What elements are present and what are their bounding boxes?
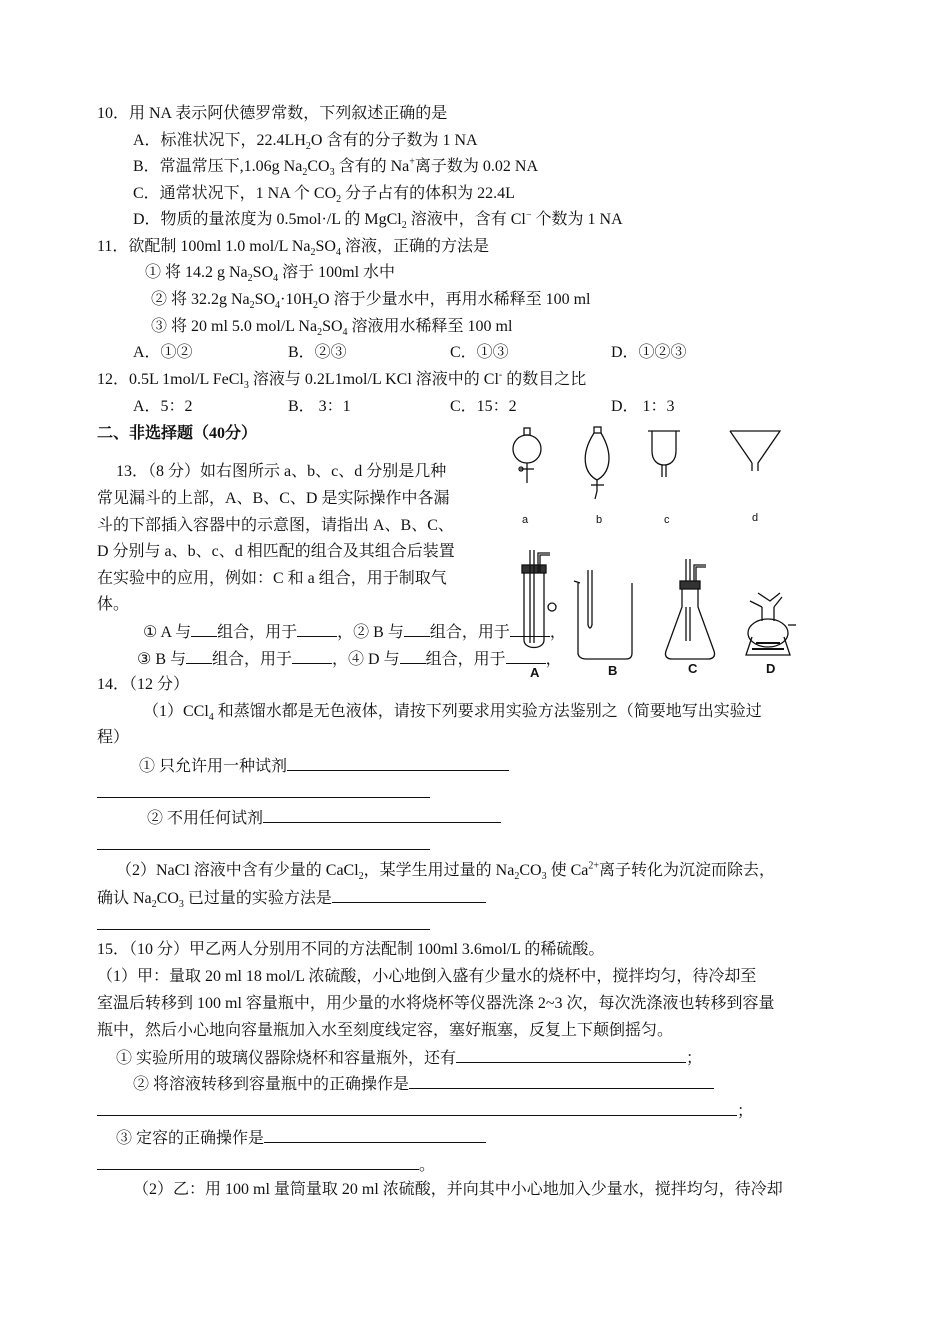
q13-line-5: 在实验中的应用，例如：C 和 a 组合，用于制取气 — [97, 570, 447, 587]
answer-blank[interactable] — [404, 622, 430, 637]
answer-blank[interactable] — [292, 649, 332, 664]
funnel-apparatus-figure — [500, 425, 800, 685]
q10-option-c: C．通常状况下，1 NA 个 $CO_2$ 分子占有的体积为 22.4L — [133, 185, 515, 206]
q15-part-1-line-3: 瓶中，然后小心地向容量瓶加入水至刻度线定容，塞好瓶塞，反复上下颠倒摇匀。 — [97, 1022, 674, 1039]
answer-blank[interactable] — [97, 1155, 419, 1170]
q11-option-c: C．①③ — [450, 344, 509, 361]
answer-blank[interactable] — [264, 1128, 486, 1143]
q13-line-4: D 分别与 a、b、c、d 相匹配的组合及其组合后装置 — [97, 543, 455, 560]
q13-line-3: 斗的下部插入容器中的示意图，请指出 A、B、C、 — [97, 517, 454, 534]
funnel-c-icon — [648, 431, 680, 477]
apparatus-b-icon — [574, 570, 632, 659]
apparatus-label-a: A — [530, 665, 540, 680]
answer-blank[interactable] — [263, 808, 501, 823]
q11-option-a: A．①② — [133, 344, 193, 361]
q11-item-3: ③ 将 20 ml 5.0 mol/L $Na_2SO_4$ 溶液用水稀释至 100 ml — [151, 318, 513, 339]
apparatus-c-icon — [665, 559, 714, 659]
funnel-label-b: b — [596, 514, 603, 526]
funnel-label-d: d — [752, 512, 759, 524]
apparatus-label-b: B — [608, 663, 618, 678]
funnel-a-icon — [513, 428, 541, 483]
q13-blanks-row-1: ① A 与 组合，用于 ，② B 与 组合，用于 ， — [143, 624, 566, 641]
q10-option-a: A．标准状况下，$22.4LH_2O$ 含有的分子数为 1 NA — [133, 132, 478, 153]
q14-part-1: （1）CCl$_4$ 和蒸馏水都是无色液体，请按下列要求用实验方法鉴别之（简要地写出实验过 — [143, 703, 762, 724]
q12-option-b: B． 3：1 — [288, 398, 351, 415]
q13-line-6: 体。 — [97, 596, 130, 613]
funnel-b-icon — [585, 427, 609, 499]
q11-option-d: D．①②③ — [611, 344, 687, 361]
q11-stem: 11．欲配制 100ml 1.0 mol/L $Na_2SO_4$ 溶液，正确的方法是 — [97, 238, 489, 259]
apparatus-label-c: C — [688, 661, 698, 676]
q15-part-1-line-2: 室温后转移到 100 ml 容量瓶中，用少量的水将烧杯等仪器洗涤 2~3 次，每次洗涤液也转移到容量 — [97, 995, 775, 1012]
answer-line[interactable] — [97, 849, 430, 850]
q13-blanks-row-2: ③ B 与 组合，用于 ，④ D 与 组合，用于 ， — [137, 651, 562, 668]
q15-item-2-cont: ； — [97, 1101, 753, 1122]
q15-part-1-line-1: （1）甲：量取 20 ml 18 mol/L 浓硫酸，小心地倒入盛有少量水的烧杯中，搅拌均匀，待冷却至 — [97, 968, 757, 985]
funnel-label-a: a — [522, 514, 529, 526]
answer-blank[interactable] — [287, 756, 509, 771]
answer-line[interactable] — [97, 929, 430, 930]
q10-option-b: B．常温常压下,1.06g $Na_2CO_3$ 含有的 Na+离子数为 0.02 NA — [133, 156, 539, 179]
answer-blank[interactable] — [332, 888, 486, 903]
q14-part-1-cont: 程） — [97, 729, 130, 746]
q13-line-1: 13．（8 分）如右图所示 a、b、c、d 分别是几种 — [116, 463, 447, 480]
section-heading: 二、非选择题（40分） — [97, 425, 258, 442]
answer-line[interactable] — [97, 797, 430, 798]
q15-stem: 15．（10 分）甲乙两人分别用不同的方法配制 100ml 3.6mol/L 的稀硫酸。 — [97, 941, 605, 958]
funnel-label-c: c — [664, 514, 670, 526]
answer-blank[interactable] — [456, 1048, 686, 1063]
q11-item-1: ① 将 14.2 g $Na_2SO_4$ 溶于 100ml 水中 — [145, 264, 396, 285]
q13-line-2: 常见漏斗的上部，A、B、C、D 是实际操作中各漏 — [97, 490, 450, 507]
q12-option-c: C．15：2 — [450, 398, 517, 415]
q10-option-d: D．物质的量浓度为 0.5mol·/L 的 MgCl$_2$ 溶液中，含有 Cl− 个数为 1 NA — [133, 209, 623, 232]
q15-item-3: ③ 定容的正确操作是 — [116, 1128, 486, 1149]
q12-stem: 12．0.5L 1mol/L FeCl$_3$ 溶液与 0.2L1mol/L KCl 溶液中的 Cl- 的数目之比 — [97, 369, 587, 392]
q15-item-1: ① 实验所用的玻璃仪器除烧杯和容量瓶外，还有 ； — [116, 1050, 703, 1067]
q11-item-2: ② 将 32.2g $Na_2SO_4\cdot 10H_2O$ 溶于少量水中，再用水稀释至 100 ml — [151, 291, 591, 312]
q14-item-2: ② 不用任何试剂 — [147, 808, 501, 829]
apparatus-d-icon — [746, 593, 796, 655]
q15-item-3-cont: 。 — [97, 1155, 435, 1176]
answer-blank[interactable] — [186, 649, 212, 664]
funnel-d-icon — [730, 431, 780, 471]
apparatus-label-d: D — [766, 661, 776, 676]
answer-blank[interactable] — [191, 622, 217, 637]
q10-stem: 10．用 NA 表示阿伏德罗常数，下列叙述正确的是 — [97, 105, 448, 122]
q15-item-2: ② 将溶液转移到容量瓶中的正确操作是 — [133, 1074, 714, 1095]
q12-option-a: A．5：2 — [133, 398, 193, 415]
q14-item-1: ① 只允许用一种试剂 — [139, 756, 509, 777]
q15-part-2: （2）乙：用 100 ml 量筒量取 20 ml 浓硫酸，并向其中小心地加入少量水，搅拌均匀，待冷却 — [133, 1181, 783, 1198]
q14-stem: 14．（12 分） — [97, 676, 190, 693]
answer-blank[interactable] — [97, 1101, 737, 1116]
apparatus-a-icon — [522, 550, 556, 648]
answer-blank[interactable] — [297, 622, 337, 637]
q11-option-b: B．②③ — [288, 344, 347, 361]
q14-part-2-cont: 确认 $Na_2CO_3$ 已过量的实验方法是 — [97, 888, 486, 909]
q14-part-2: （2）NaCl 溶液中含有少量的 CaCl$_2$，某学生用过量的 $Na_2CO_3$ 使 $Ca^{2+}$离子转化为沉淀而除去， — [116, 860, 776, 883]
answer-blank[interactable] — [409, 1074, 714, 1089]
answer-blank[interactable] — [400, 649, 426, 664]
q12-option-d: D． 1：3 — [611, 398, 675, 415]
